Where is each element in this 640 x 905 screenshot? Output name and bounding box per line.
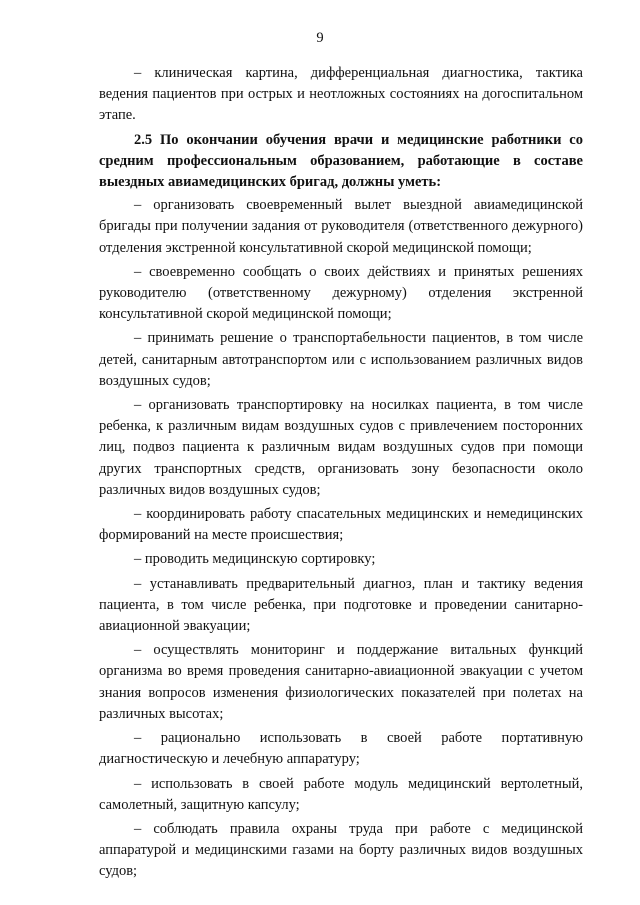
page-number: 9 (316, 30, 324, 46)
list-item-triage: – проводить медицинскую сортировку; (134, 551, 376, 568)
list-item-coordinate-rescue: – координировать работу спасательных медицинских и немедицинских формирований на месте происшествия; (99, 506, 583, 544)
list-item-portable-equipment: – рационально использовать в своей работе портативную диагностическую и лечебную аппаратуру; (99, 730, 583, 768)
list-item-medical-module: – использовать в своей работе модуль медицинский вертолетный, самолетный, защитную капсулу; (99, 775, 583, 813)
list-item-transportability: – принимать решение о транспортабельности пациентов, в том числе детей, санитарным автотранспортом или с использованием различных видов воздушных судов; (99, 330, 583, 389)
list-item-report-actions: – своевременно сообщать о своих действиях и принятых решениях руководителю (ответственному дежурному) отделения экстренной консультативной скорой медицинской помощи; (99, 263, 583, 323)
list-item-diagnosis: – устанавливать предварительный диагноз, план и тактику ведения пациента, в том числе ребенка, при подготовке и проведении санитарно-авиационной эвакуации; (99, 575, 583, 635)
list-item-organize-departure: – организовать своевременный вылет выездной авиамедицинской бригады при получении задания от руководителя (ответственного дежурного) отделения экстренной консультативной скорой медицинской помощи; (99, 197, 583, 256)
list-item-stretcher-transport: – организовать транспортировку на носилках пациента, в том числе ребенка, к различным видам воздушных судов с привлечением посторонних лиц, подвоз пациента к различным видам воздушных судов при помощи других транспортных средств, организовать зону безопасности около различных видов воздушных судов; (99, 397, 583, 498)
document-body (99, 63, 583, 886)
paragraph-clinical-picture: – клиническая картина, дифференциальная диагностика, тактика ведения пациентов при острых и неотложных состояниях на догоспитальном этапе. (99, 65, 583, 124)
section-heading-2-5: 2.5 По окончании обучения врачи и медицинские работники со средним профессиональным образованием, работающие в составе выездных авиамедицинских бригад, должны уметь: (99, 131, 583, 191)
list-item-safety-rules: – соблюдать правила охраны труда при работе с медицинской аппаратурой и медицинскими газами на борту различных видов воздушных судов; (99, 820, 583, 880)
list-item-monitoring: – осуществлять мониторинг и поддержание витальных функций организма во время проведения санитарно-авиационной эвакуации с учетом знания вопросов изменения физиологических показателей при полетах на различных высотах; (99, 642, 583, 722)
